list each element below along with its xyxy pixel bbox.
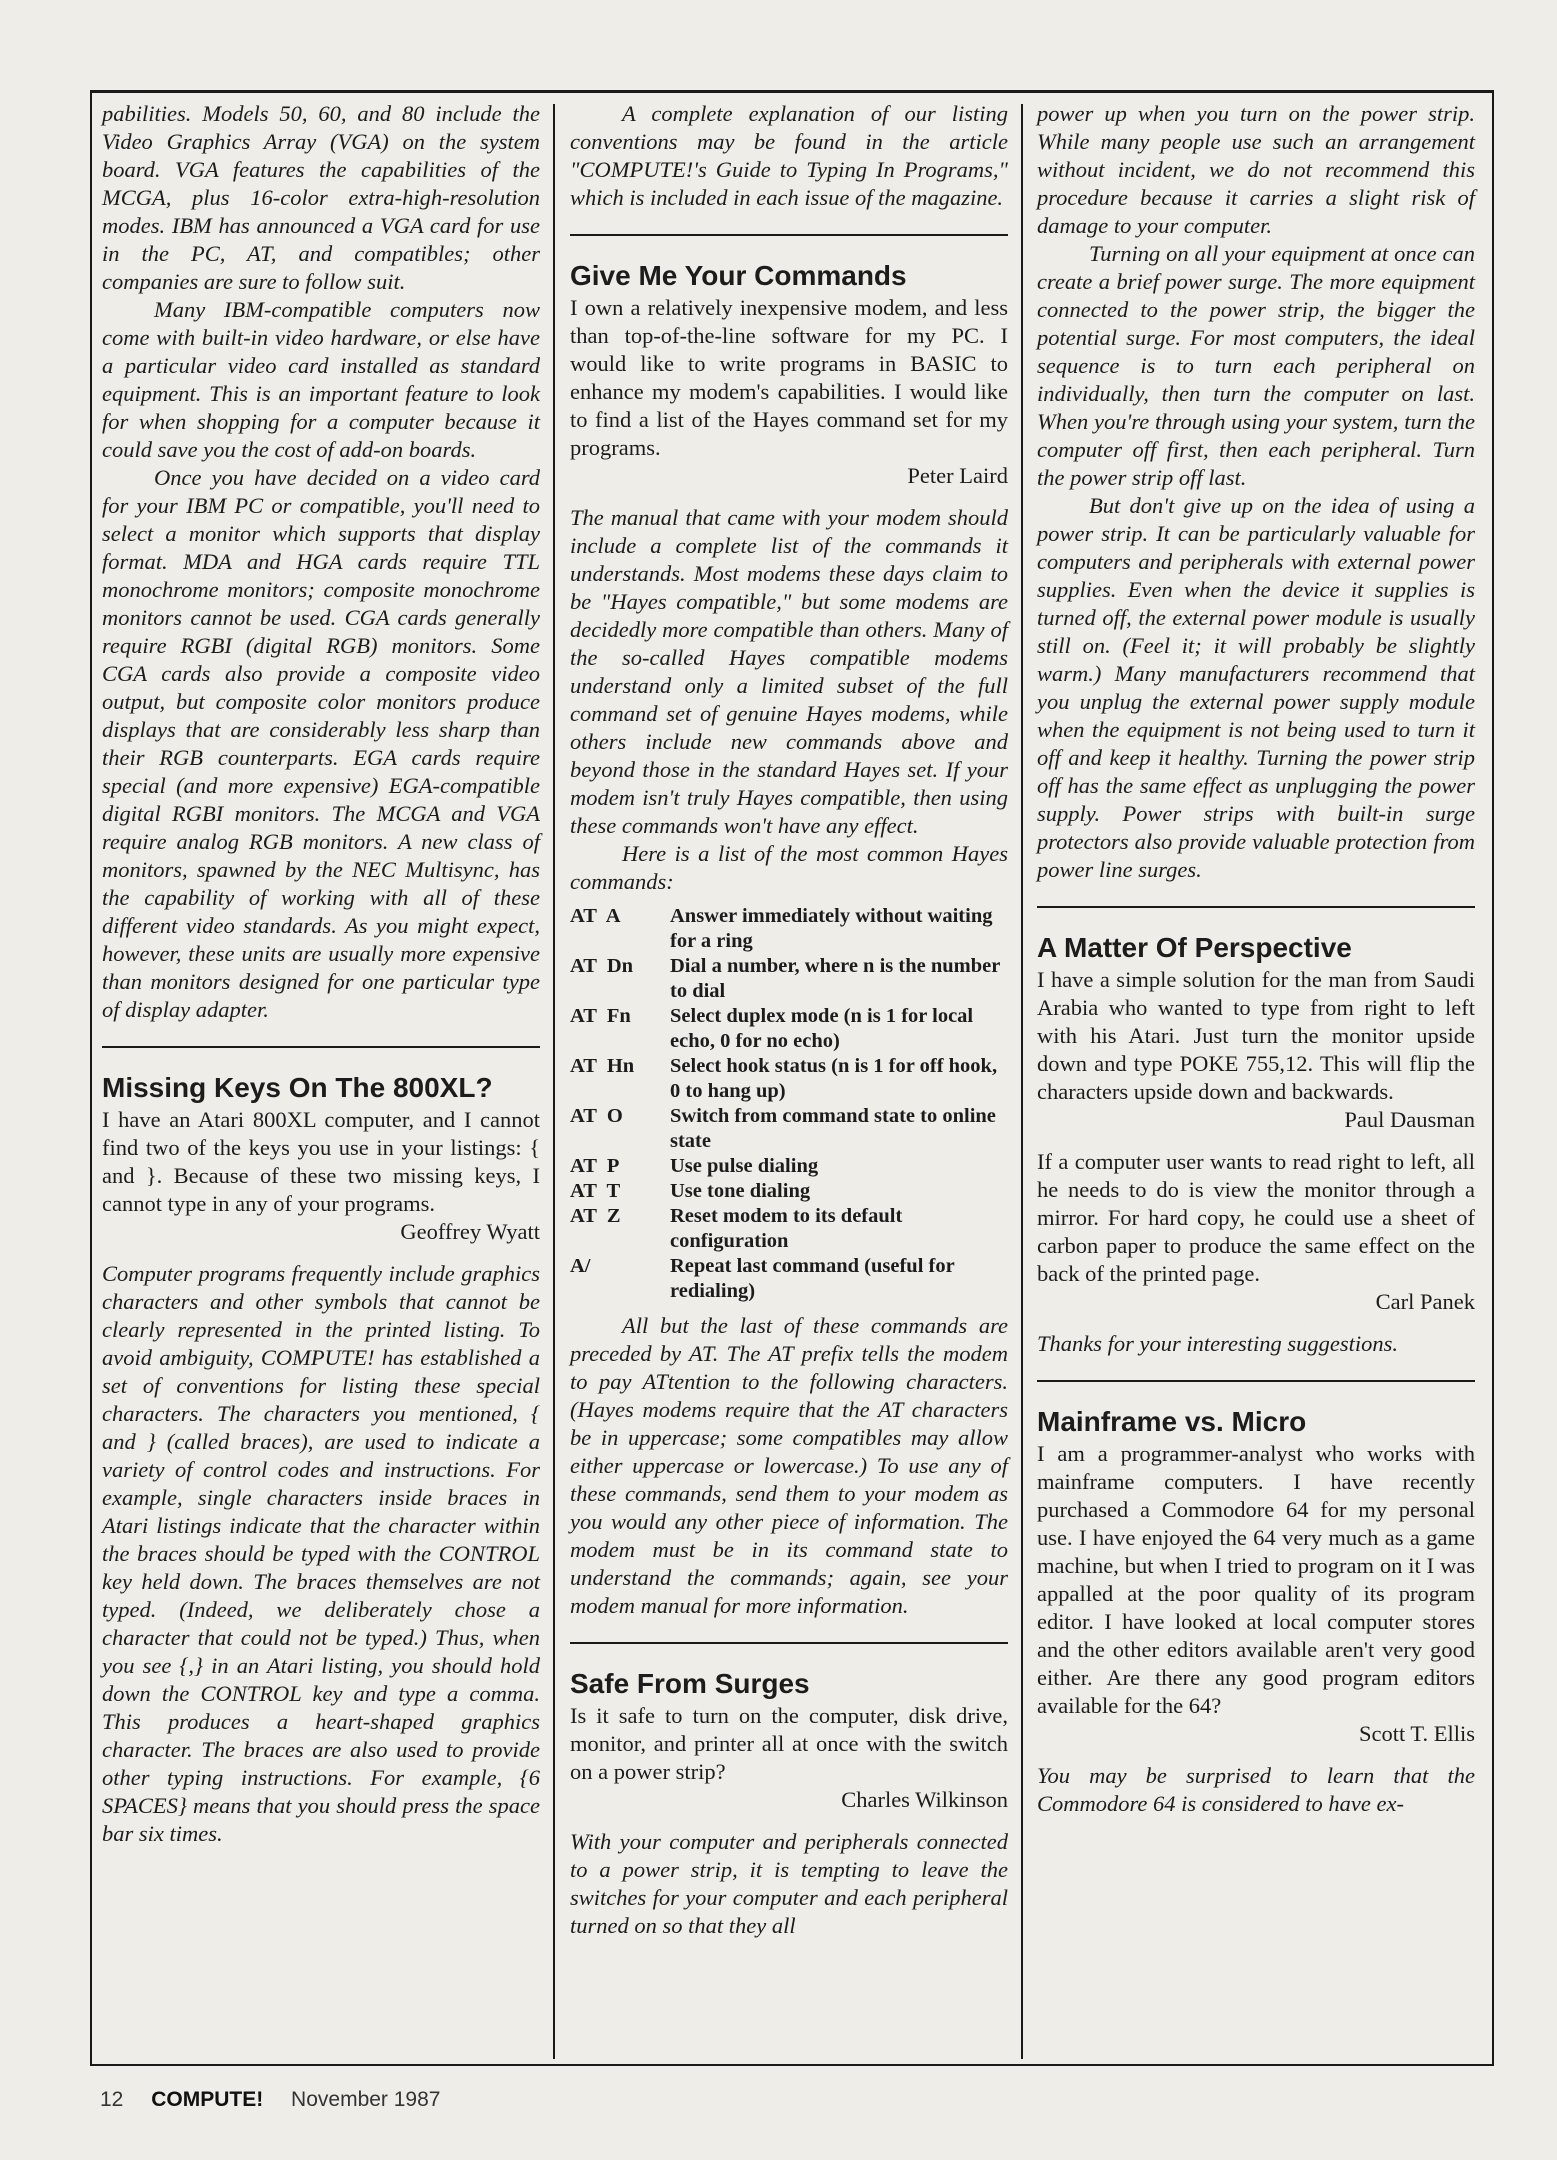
command-description: Select hook status (n is 1 for off hook, 0 to hang up) <box>670 1055 998 1102</box>
reader-letter: I have a simple solution for the man from Saudi Arabia who wanted to type from right to left with his Atari. Just turn the monitor upside down and type POKE 755,12. This will flip the characters upside down and backwards. <box>1037 967 1475 1104</box>
section-heading: Missing Keys On The 800XL? <box>102 1072 493 1103</box>
command: AT Z <box>570 1205 621 1227</box>
table-row <box>570 1179 1008 1204</box>
reader-letter: If a computer user wants to read right to left, all he needs to do is view the monitor through a mirror. For hard copy, he could use a sheet of carbon paper to produce the same effect on the back of the printed page. <box>1037 1149 1475 1286</box>
column-divider <box>553 104 555 2059</box>
section-divider <box>1037 906 1475 908</box>
column-1 <box>102 100 540 1848</box>
issue-date: November 1987 <box>291 2088 441 2111</box>
section-heading: Safe From Surges <box>570 1668 810 1699</box>
command: AT O <box>570 1105 623 1127</box>
command: AT Hn <box>570 1055 635 1077</box>
paragraph: A complete explanation of our listing conventions may be found in the article "COMPUTE!'s Guide to Typing In Programs," which is included in each issue of the magazine. <box>570 101 1008 210</box>
editor-answer: The manual that came with your modem should include a complete list of the commands it understands. Most modems these days claim to be "Hayes compatible," but some modems are decidedly more compatible than others. Many of the so-called Hayes compatible modems understand only a limited subset of the full command set of genuine Hayes modems, while others include new commands above and beyond those in the standard Hayes set. If your modem isn't truly Hayes compatible, then using these commands won't have any effect. <box>570 505 1008 838</box>
command-description: Repeat last command (useful for redialing) <box>670 1255 955 1302</box>
reader-letter: I have an Atari 800XL computer, and I cannot find two of the keys you use in your listings: { and }. Because of these two missing keys, I cannot type in any of your programs. <box>102 1107 540 1216</box>
page-number: 12 <box>100 2088 124 2111</box>
section-heading: Give Me Your Commands <box>570 260 907 291</box>
magazine-name: COMPUTE! <box>151 2088 264 2111</box>
command-description: Reset modem to its default configuration <box>670 1205 903 1252</box>
paragraph: Turning on all your equipment at once can create a brief power surge. The more equipment connected to the power strip, the bigger the potential surge. For most computers, the ideal sequence is to turn each peripheral on individually, then turn the computer on last. When you're through using your system, turn the computer off first, then each peripheral. Turn the power strip off last. <box>1037 241 1475 490</box>
table-row <box>570 1254 1008 1304</box>
letter-signature: Geoffrey Wyatt <box>400 1219 540 1244</box>
letter-signature: Carl Panek <box>1375 1289 1475 1314</box>
table-row <box>570 1204 1008 1254</box>
command-description: Answer immediately without waiting for a ring <box>670 905 993 952</box>
editor-answer: Computer programs frequently include graphics characters and other symbols that cannot be clearly represented in the printed listing. To avoid ambiguity, COMPUTE! has established a set of conventions for listing these special characters. The characters you mentioned, { and } (called braces), are used to indicate a variety of control codes and instructions. For example, single characters inside braces in Atari listings indicate that the character within the braces should be typed with the CONTROL key held down. The braces themselves are not typed. (Indeed, we deliberately chose a character that could not be typed.) Thus, when you see {,} in an Atari listing, you should hold down the CONTROL key and type a comma. This produces a heart-shaped graphics character. The braces are also used to provide other typing instructions. For example, {6 SPACES} means that you should press the space bar six times. <box>102 1261 540 1846</box>
table-row <box>570 954 1008 1004</box>
command: AT Fn <box>570 1005 631 1027</box>
editor-answer: Here is a list of the most common Hayes commands: <box>570 841 1008 894</box>
reader-letter: Is it safe to turn on the computer, disk drive, monitor, and printer all at once with the switch on a power strip? <box>570 1703 1008 1784</box>
paragraph: power up when you turn on the power strip. While many people use such an arrangement without incident, we do not recommend this procedure because it carries a slight risk of damage to your computer. <box>1037 101 1475 238</box>
table-row <box>570 1054 1008 1104</box>
column-3 <box>1037 100 1475 1818</box>
table-row <box>570 1004 1008 1054</box>
section-divider <box>570 1642 1008 1644</box>
editor-answer: Thanks for your interesting suggestions. <box>1037 1331 1399 1356</box>
section-heading: A Matter Of Perspective <box>1037 932 1352 963</box>
table-row <box>570 1104 1008 1154</box>
command: AT Dn <box>570 955 634 977</box>
paragraph: But don't give up on the idea of using a power strip. It can be particularly valuable for computers and peripherals with external power supplies. Even when the device it supplies is turned off, the external power module is usually still on. (Feel it; it will probably be slightly warm.) Many manufacturers recommend that you unplug the external power supply module when the equipment is not being used to turn it off and keep it healthy. Turning the power strip off has the same effect as unplugging the power supply. Power strips with built-in surge protectors also provide valuable protection from power line surges. <box>1037 493 1475 882</box>
letter-signature: Peter Laird <box>907 463 1008 488</box>
command: AT A <box>570 905 621 927</box>
hayes-commands-table <box>570 904 1008 1304</box>
editor-answer: You may be surprised to learn that the Commodore 64 is considered to have ex- <box>1037 1763 1475 1816</box>
section-divider <box>570 234 1008 236</box>
column-2 <box>570 100 1008 1940</box>
command: AT P <box>570 1155 620 1177</box>
paragraph: Many IBM-compatible computers now come with built-in video hardware, or else have a particular video card installed as standard equipment. This is an important feature to look for when shopping for a computer because it could save you the cost of add-on boards. <box>102 297 540 462</box>
table-row <box>570 904 1008 954</box>
column-divider <box>1021 104 1023 2059</box>
section-heading: Mainframe vs. Micro <box>1037 1406 1307 1437</box>
reader-letter: I am a programmer-analyst who works with mainframe computers. I have recently purchased a Commodore 64 for my personal use. I have enjoyed the 64 very much as a game machine, but when I tried to program on it I was appalled at the poor quality of its program editor. I have looked at local computer stores and the other editors available aren't very good either. Are there any good program editors available for the 64? <box>1037 1441 1475 1718</box>
letter-signature: Scott T. Ellis <box>1358 1721 1475 1746</box>
reader-letter: I own a relatively inexpensive modem, and less than top-of-the-line software for my PC. I would like to write programs in BASIC to enhance my modem's capabilities. I would like to find a list of the Hayes command set for my programs. <box>570 295 1008 460</box>
letter-signature: Charles Wilkinson <box>841 1787 1008 1812</box>
command-description: Dial a number, where n is the number to dial <box>670 955 1000 1002</box>
command-description: Use tone dialing <box>670 1180 811 1202</box>
paragraph: Once you have decided on a video card for your IBM PC or compatible, you'll need to select a monitor which supports that display format. MDA and HGA cards require TTL monochrome monitors; composite monochrome monitors cannot be used. CGA cards generally require RGBI (digital RGB) monitors. Some CGA cards also provide a composite video output, but composite color monitors produce displays that are considerably less sharp than their RGB counterparts. EGA cards require special (and more expensive) EGA-compatible digital RGBI monitors. The MCGA and VGA require analog RGB monitors. A new class of monitors, spawned by the NEC Multisync, has the capability of working with all of these different video standards. As you might expect, however, these units are usually more expensive than monitors designed for one particular type of display adapter. <box>102 465 540 1022</box>
letter-signature: Paul Dausman <box>1344 1107 1475 1132</box>
paragraph: pabilities. Models 50, 60, and 80 include the Video Graphics Array (VGA) on the system board. VGA features the capabilities of the MCGA, plus 16-color extra-high-resolution modes. IBM has announced a VGA card for use in the PC, AT, and compatibles; other companies are sure to follow suit. <box>102 101 540 294</box>
command-description: Switch from command state to online state <box>670 1105 996 1152</box>
editor-answer: All but the last of these commands are preceded by AT. The AT prefix tells the modem to pay ATtention to the following characters. (Hayes modems require that the AT characters be in uppercase; some compatibles may allow either uppercase or lowercase.) To use any of these commands, send them to your modem as you would any other piece of information. The modem must be in its command state to understand the commands; again, see your modem manual for more information. <box>570 1313 1008 1618</box>
page-footer <box>100 2088 462 2112</box>
command-description: Use pulse dialing <box>670 1155 819 1177</box>
command-description: Select duplex mode (n is 1 for local echo, 0 for no echo) <box>670 1005 974 1052</box>
command: A/ <box>570 1255 591 1277</box>
table-row <box>570 1154 1008 1179</box>
editor-answer: With your computer and peripherals connected to a power strip, it is tempting to leave the switches for your computer and each peripheral turned on so that they all <box>570 1829 1008 1938</box>
command: AT T <box>570 1180 621 1202</box>
section-divider <box>102 1046 540 1048</box>
section-divider <box>1037 1380 1475 1382</box>
